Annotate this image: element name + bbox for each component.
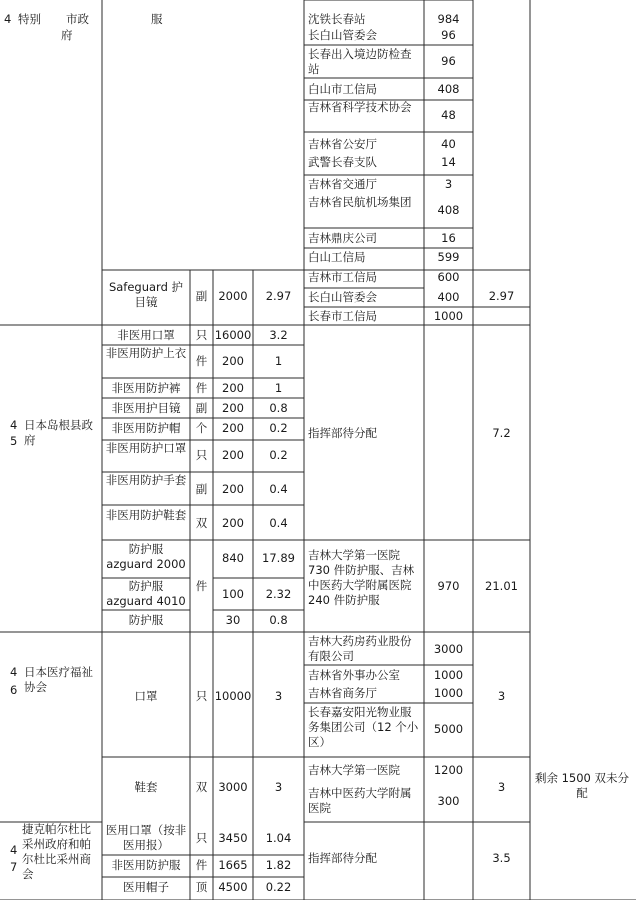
recipient-qty: 1000: [433, 668, 464, 682]
row-number: 4: [10, 418, 18, 432]
section-total: 7.2: [492, 426, 511, 440]
row-number: 5: [10, 434, 18, 448]
donor-name-part: 府: [61, 28, 73, 42]
remark-note: 剩余 1500 双未分配: [534, 771, 630, 800]
recipient-name: 吉林大学第一医院 730 件防护服、吉林中医药大学附属医院 240 件防护服: [308, 548, 415, 607]
item-qty: 3450: [218, 831, 248, 845]
item-price: 3: [274, 780, 283, 794]
donor-name: 捷克帕尔杜比采州政府和帕尔杜比采州商会: [22, 822, 91, 881]
recipient-name: 吉林省公安厅: [308, 137, 377, 151]
item-unit: 只: [195, 831, 208, 845]
item-qty: 200: [222, 354, 244, 368]
item-price: 0.4: [269, 482, 288, 496]
recipient-qty: 96: [441, 54, 456, 68]
recipient-name: 吉林省交通厅: [308, 177, 377, 191]
item-qty: 200: [222, 401, 244, 415]
row-number: 4: [4, 12, 12, 26]
item-price: 0.8: [269, 613, 288, 627]
item-price: 3: [274, 689, 283, 703]
item-price: 1.82: [265, 858, 292, 872]
recipient-name: 沈铁长春站: [308, 12, 366, 26]
recipient-qty: 16: [441, 231, 456, 245]
recipient-name: 长白山管委会: [308, 28, 377, 42]
recipient-name: 吉林省科学技术协会: [308, 100, 412, 114]
recipient-qty: 3: [444, 177, 453, 191]
item-qty: 16000: [214, 328, 252, 342]
item-name: 鞋套: [134, 780, 158, 794]
item-price: 0.4: [269, 516, 288, 530]
item-price: 0.2: [269, 421, 288, 435]
item-name-fragment: 服: [151, 12, 163, 26]
item-unit: 件: [195, 381, 208, 395]
donor-name: 日本医疗福祉协会: [24, 665, 93, 694]
item-qty: 30: [225, 613, 241, 627]
recipient-name: 吉林大药房药业股份有限公司: [308, 634, 412, 663]
item-price: 0.8: [269, 401, 288, 415]
item-name: 非医用防护手套: [105, 473, 187, 487]
item-unit: 个: [195, 421, 208, 435]
item-name: 口罩: [134, 689, 158, 703]
row-number: 7: [10, 860, 18, 874]
item-price: 2.97: [265, 289, 292, 303]
item-name: Safeguard 护目镜: [108, 280, 184, 309]
recipient-qty: 96: [441, 28, 456, 42]
recipient-qty: 970: [437, 579, 460, 593]
item-unit: 只: [195, 689, 208, 703]
item-qty: 200: [222, 482, 244, 496]
recipient-qty: 3000: [433, 642, 464, 656]
item-unit: 副: [195, 289, 208, 303]
recipient-name: 长春市工信局: [308, 309, 377, 323]
item-name: 非医用防护裤: [111, 381, 181, 395]
donor-name-part: 特别: [18, 12, 41, 26]
item-unit: 副: [195, 482, 208, 496]
item-qty: 3000: [218, 780, 248, 794]
item-qty: 4500: [218, 880, 248, 894]
item-qty: 200: [222, 516, 244, 530]
item-unit: 只: [195, 448, 208, 462]
recipient-name: 吉林省外事办公室: [308, 668, 400, 682]
section-total: 3.5: [492, 851, 511, 865]
recipient-qty: 5000: [433, 722, 464, 736]
recipient-name: 吉林省民航机场集团: [308, 195, 412, 209]
recipient-name: 武警长春支队: [308, 155, 377, 169]
recipient-qty: 600: [437, 270, 460, 284]
section-total: 3: [497, 780, 506, 794]
item-unit: 副: [195, 401, 208, 415]
item-unit: 双: [195, 516, 208, 530]
row-number: 4: [10, 843, 18, 857]
item-name: 防护服 azguard 4010: [106, 579, 186, 608]
item-name: 医用口罩（按非医用报）: [105, 823, 187, 852]
item-qty: 10000: [214, 689, 252, 703]
recipient-qty: 1200: [433, 763, 464, 777]
item-price: 0.2: [269, 448, 288, 462]
recipient-name: 吉林大学第一医院: [308, 763, 400, 777]
item-qty: 200: [222, 448, 244, 462]
recipient-qty: 14: [441, 155, 456, 169]
item-name: 非医用防护服: [111, 858, 181, 872]
item-name: 非医用防护鞋套: [105, 508, 187, 522]
item-unit: 件: [195, 858, 208, 872]
recipient-qty: 984: [437, 12, 460, 26]
recipient-name: 吉林省商务厅: [308, 686, 377, 700]
item-unit: 只: [195, 328, 208, 342]
donor-name-part: 市政: [66, 12, 89, 26]
item-price: 1: [274, 354, 283, 368]
item-name: 非医用防护帽: [111, 421, 181, 435]
item-unit: 件: [195, 579, 208, 593]
item-qty: 100: [222, 587, 244, 601]
row-number: 4: [10, 665, 18, 679]
section-total: 2.97: [488, 289, 515, 303]
item-unit: 顶: [195, 880, 208, 894]
item-name: 非医用防护上衣: [105, 346, 187, 360]
recipient-qty: 48: [441, 108, 456, 122]
recipient-qty: 599: [437, 250, 460, 264]
item-name: 非医用护目镜: [111, 401, 181, 415]
recipient-name: 长白山管委会: [308, 290, 377, 304]
recipient-qty: 1000: [433, 686, 464, 700]
recipient-name: 吉林市工信局: [308, 270, 377, 284]
recipient-name: 长春出入境边防检查站: [308, 47, 412, 76]
recipient-name: 长春嘉安阳光物业服务集团公司（12 个小区）: [308, 705, 419, 749]
item-qty: 2000: [218, 289, 248, 303]
item-price: 0.22: [265, 880, 292, 894]
section-total: 3: [497, 689, 506, 703]
recipient-qty: 408: [437, 82, 460, 96]
recipient-qty: 400: [437, 290, 460, 304]
recipient-qty: 40: [441, 137, 456, 151]
recipient-name: 吉林中医药大学附属医院: [308, 786, 412, 815]
recipient-qty: 408: [437, 203, 460, 217]
item-price: 2.32: [265, 587, 292, 601]
recipient-qty: 1000: [433, 309, 464, 323]
section-total: 21.01: [485, 579, 518, 593]
recipient-qty: 300: [437, 794, 460, 808]
item-unit: 双: [195, 780, 208, 794]
item-name: 医用帽子: [123, 880, 169, 894]
item-price: 17.89: [262, 551, 295, 565]
item-name: 防护服 azguard 2000: [106, 542, 186, 571]
item-name: 非医用口罩: [117, 328, 175, 342]
item-price: 1: [274, 381, 283, 395]
donor-name: 日本岛根县政府: [24, 418, 93, 447]
recipient-name: 白山市工信局: [308, 82, 377, 96]
pending-allocation: 指挥部待分配: [308, 851, 377, 865]
item-price: 1.04: [265, 831, 292, 845]
item-name: 非医用防护口罩: [105, 441, 187, 455]
recipient-name: 白山工信局: [308, 250, 366, 264]
item-qty: 200: [222, 421, 244, 435]
item-price: 3.2: [269, 328, 288, 342]
item-qty: 840: [222, 551, 244, 565]
recipient-name: 吉林鼎庆公司: [308, 231, 377, 245]
row-number: 6: [10, 683, 18, 697]
item-qty: 200: [222, 381, 244, 395]
pending-allocation: 指挥部待分配: [308, 426, 377, 440]
item-unit: 件: [195, 354, 208, 368]
item-name: 防护服: [128, 613, 164, 627]
item-qty: 1665: [218, 858, 248, 872]
